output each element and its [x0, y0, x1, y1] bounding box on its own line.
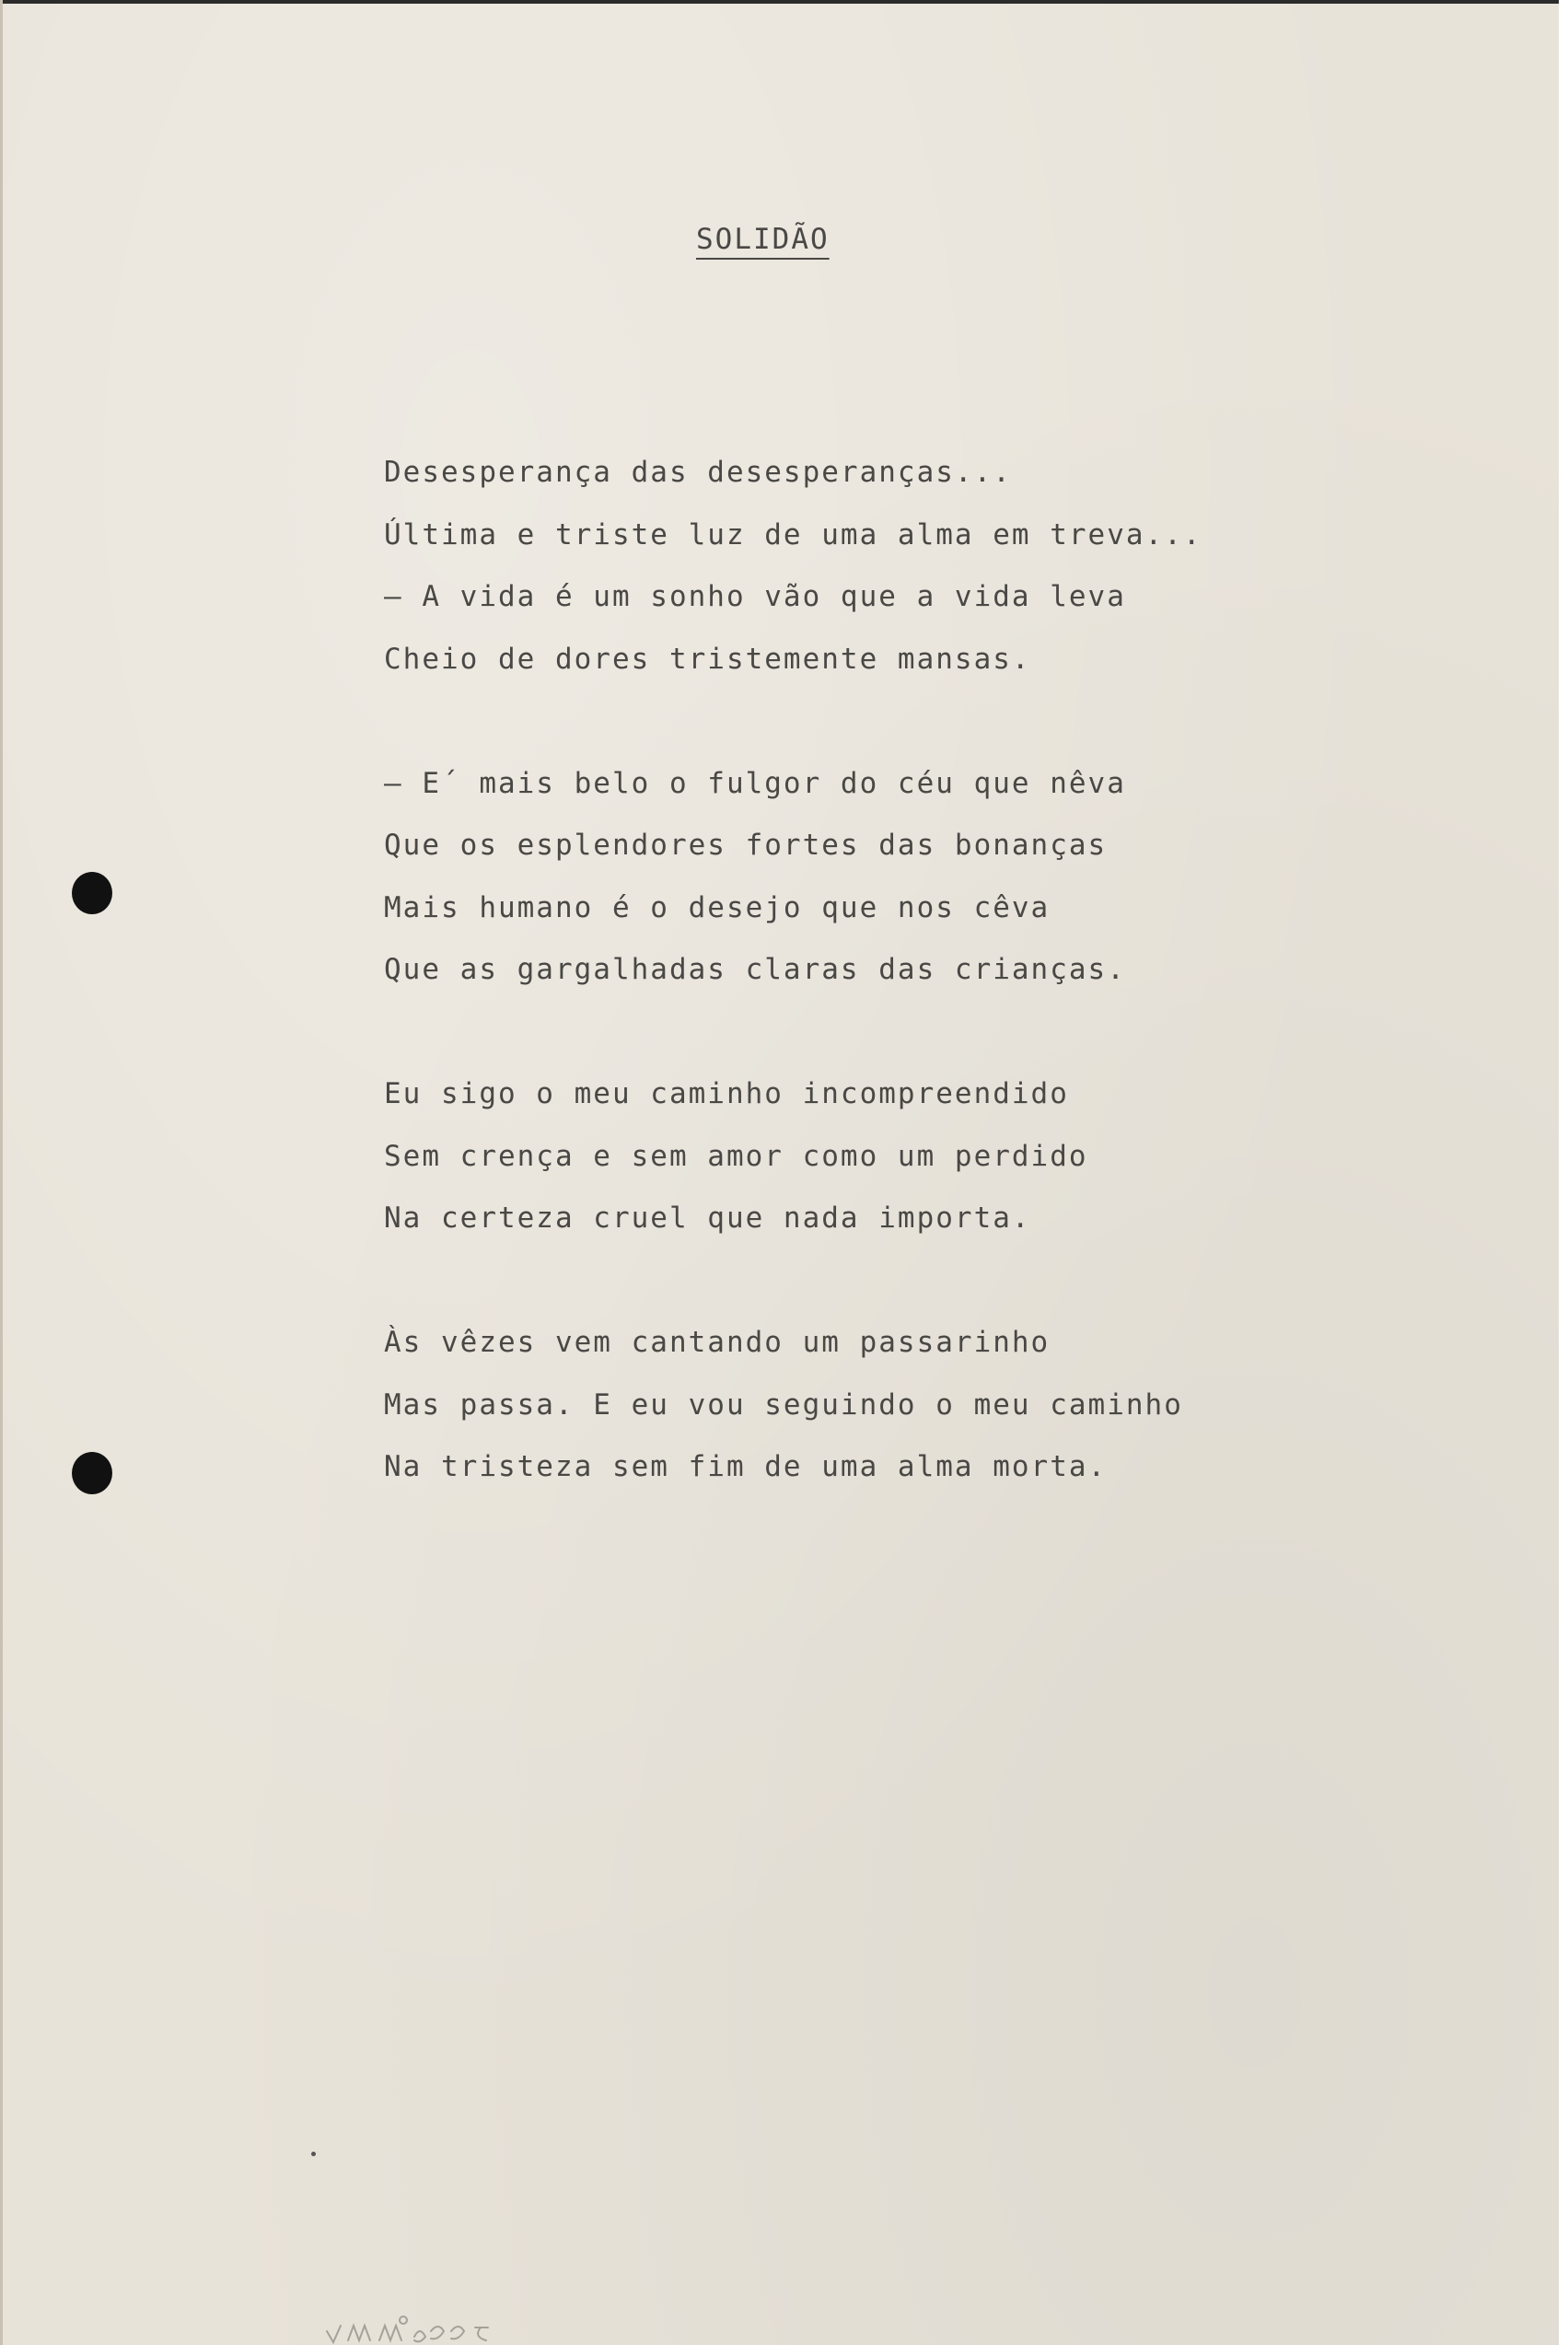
scan-top-edge: [0, 0, 1568, 4]
poem-line: Que os esplendores fortes das bonanças: [384, 829, 1108, 862]
scan-right-margin: [1559, 0, 1568, 2345]
poem-line: Cheio de dores tristemente mansas.: [384, 642, 1031, 676]
poem-line: — A vida é um sonho vão que a vida leva: [384, 580, 1126, 613]
stanza: [384, 1312, 1202, 1499]
poem-body: [384, 442, 1202, 1499]
poem-line: Na certeza cruel que nada importa.: [384, 1202, 1031, 1235]
stanza-break: [384, 1250, 1202, 1313]
poem-line: Desesperança das desesperanças...: [384, 456, 1012, 489]
poem-title: SOLIDÃO: [696, 223, 830, 256]
punch-hole: [72, 872, 112, 914]
poem-line: Mais humano é o desejo que nos cêva: [384, 890, 1051, 924]
punch-hole: [72, 1452, 112, 1494]
stanza: [384, 753, 1202, 1002]
scan-left-edge: [0, 0, 3, 2345]
paper-speck: [311, 2152, 316, 2156]
poem-line: Às vêzes vem cantando um passarinho: [384, 1326, 1051, 1359]
stanza-break: [384, 1002, 1202, 1064]
poem-line: Que as gargalhadas claras das crianças.: [384, 953, 1126, 986]
poem-line: Última e triste luz de uma alma em treva...: [384, 517, 1202, 551]
stanza-break: [384, 691, 1202, 753]
poem-line: Mas passa. E eu vou seguindo o meu caminho: [384, 1387, 1183, 1422]
stanza: [384, 1063, 1202, 1250]
poem-line: Eu sigo o meu caminho incompreendido: [384, 1077, 1069, 1110]
poem-line: Na tristeza sem fim de uma alma morta.: [384, 1450, 1108, 1483]
poem-line: Sem crença e sem amor como um perdido: [384, 1139, 1088, 1173]
pencil-archive-mark: [322, 2313, 580, 2345]
poem-line: — E´ mais belo o fulgor do céu que nêva: [384, 766, 1126, 800]
stanza: [384, 442, 1202, 691]
